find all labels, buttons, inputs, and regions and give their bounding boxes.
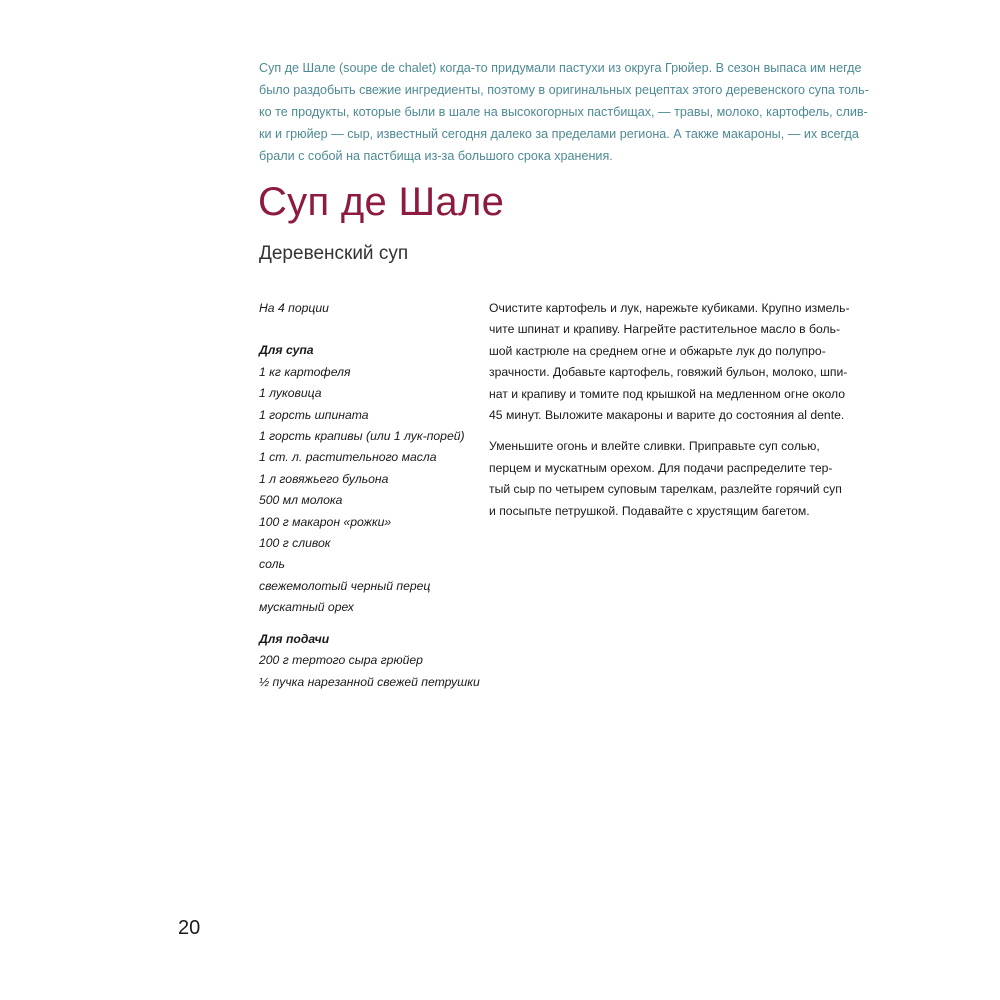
method-line: и посыпьте петрушкой. Подавайте с хрустящим багетом.	[489, 503, 810, 518]
intro-line: было раздобыть свежие ингредиенты, поэтому в оригинальных рецептах этого деревенского супа толь-	[259, 83, 869, 97]
servings-text: На 4 порции	[259, 301, 329, 315]
ingredient-item: 1 ст. л. растительного масла	[259, 450, 437, 465]
recipe-title: Суп де Шале	[258, 180, 505, 224]
intro-line: Суп де Шале (soupe de chalet) когда-то придумали пастухи из округа Грюйер. В сезон выпаса им негде	[259, 61, 862, 75]
ingredient-item: свежемолотый черный перец	[259, 578, 431, 593]
ingredient-item: 200 г тертого сыра грюйер	[259, 653, 423, 668]
intro-line: ки и грюйер — сыр, известный сегодня далеко за пределами региона. А также макароны, — их всегда	[259, 127, 859, 141]
method-line: Уменьшите огонь и влейте сливки. Приправьте суп солью,	[489, 439, 820, 454]
soup-ingredients-group	[259, 340, 479, 618]
ingredient-item: 100 г макарон «рожки»	[259, 514, 392, 529]
serve-ingredient-list	[259, 650, 479, 693]
method-line: нат и крапиву и томите под крышкой на медленном огне около	[489, 386, 845, 401]
method-line: шой кастрюле на среднем огне и обжарьте лук до полупро-	[489, 343, 826, 358]
ingredient-item: 1 л говяжьего бульона	[259, 471, 389, 486]
intro-line: брали с собой на пастбища из-за большого срока хранения.	[259, 149, 613, 163]
ingredient-item: 100 г сливок	[259, 536, 331, 551]
page-number: 20	[178, 917, 201, 939]
ingredients-column	[259, 298, 479, 693]
method-line: зрачности. Добавьте картофель, говяжий бульон, молоко, шпи-	[489, 365, 848, 380]
method-paragraph-2	[489, 436, 842, 522]
ingredient-item: ½ пучка нарезанной свежей петрушки	[259, 674, 480, 689]
ingredient-item: 1 кг картофеля	[259, 364, 351, 379]
method-paragraph-1	[489, 298, 850, 426]
ingredient-item: соль	[259, 557, 285, 572]
ingredient-item: мускатный орех	[259, 600, 354, 615]
intro-paragraph	[259, 57, 869, 167]
method-column	[489, 298, 850, 522]
intro-line: ко те продукты, которые были в шале на высокогорных пастбищах, — травы, молоко, картофель, слив-	[259, 105, 868, 119]
recipe-subtitle: Деревенский суп	[259, 243, 409, 264]
method-line: Очистите картофель и лук, нарежьте кубиками. Крупно измель-	[489, 301, 850, 315]
ingredient-item: 1 горсть шпината	[259, 407, 369, 422]
method-line: чите шпинат и крапиву. Нагрейте растительное масло в боль-	[489, 322, 841, 337]
serve-group-title: Для подачи	[259, 631, 330, 646]
ingredient-item: 1 горсть крапивы (или 1 лук-порей)	[259, 429, 465, 444]
ingredient-item: 500 мл молока	[259, 493, 343, 508]
method-line: тый сыр по четырем суповым тарелкам, разлейте горячий суп	[489, 482, 842, 497]
serving-ingredients-group	[259, 629, 479, 693]
method-line: перцем и мускатным орехом. Для подачи распределите тер-	[489, 460, 833, 475]
method-line: 45 минут. Выложите макароны и варите до состояния al dente.	[489, 408, 845, 423]
soup-group-title: Для супа	[259, 343, 314, 358]
ingredient-item: 1 луковица	[259, 386, 322, 401]
soup-ingredient-list	[259, 362, 479, 619]
